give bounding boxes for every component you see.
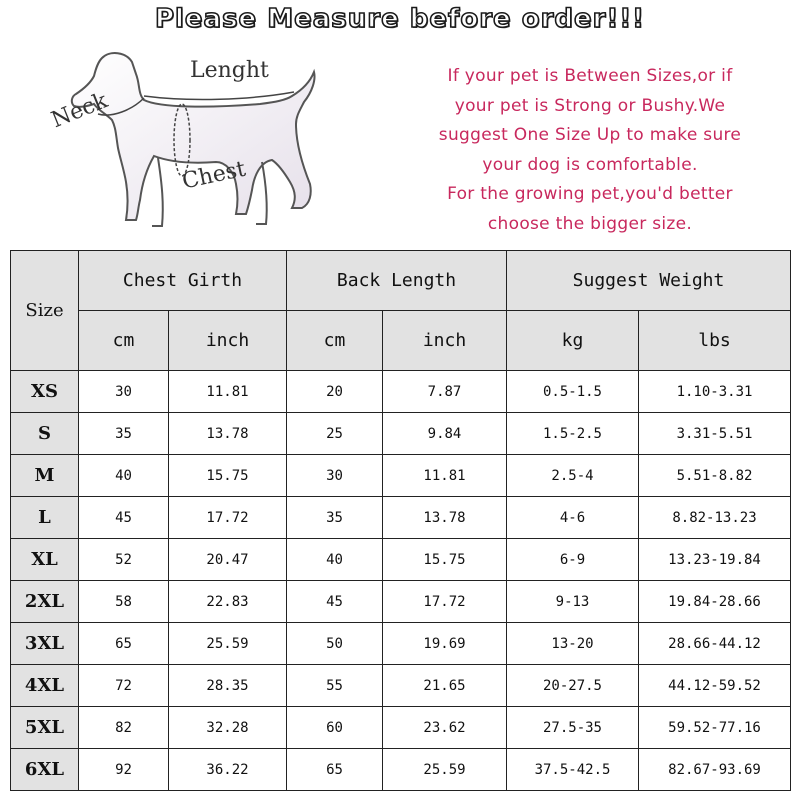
weight-lbs-cell: 59.52-77.16	[639, 707, 791, 749]
table-row	[11, 707, 791, 749]
dog-leg-back	[152, 158, 163, 226]
back-cm-cell: 50	[287, 623, 383, 665]
chest-cm-cell: 65	[79, 623, 169, 665]
table-row	[11, 455, 791, 497]
weight-lbs-cell: 3.31-5.51	[639, 413, 791, 455]
chest-inch-cell: 13.78	[169, 413, 287, 455]
size-cell: L	[11, 497, 79, 539]
chest-inch-cell: 32.28	[169, 707, 287, 749]
sizing-notice	[380, 62, 800, 239]
back-cm-cell: 40	[287, 539, 383, 581]
chest-label: Chest	[180, 156, 248, 195]
chest-inch-cell: 20.47	[169, 539, 287, 581]
unit-header: lbs	[639, 311, 791, 371]
chest-inch-cell: 25.59	[169, 623, 287, 665]
suggest-weight-header: Suggest Weight	[507, 251, 791, 311]
weight-lbs-cell: 28.66-44.12	[639, 623, 791, 665]
chest-inch-cell: 22.83	[169, 581, 287, 623]
back-inch-cell: 23.62	[383, 707, 507, 749]
back-cm-cell: 55	[287, 665, 383, 707]
chest-girth-header: Chest Girth	[79, 251, 287, 311]
chest-inch-cell: 36.22	[169, 749, 287, 791]
back-inch-cell: 17.72	[383, 581, 507, 623]
chest-inch-cell: 11.81	[169, 371, 287, 413]
table-row	[11, 581, 791, 623]
chest-cm-cell: 52	[79, 539, 169, 581]
neck-label: Neck	[48, 88, 112, 134]
table-row	[11, 665, 791, 707]
size-cell: S	[11, 413, 79, 455]
chest-cm-cell: 92	[79, 749, 169, 791]
notice-line: your pet is Strong or Bushy.We	[454, 95, 726, 116]
weight-kg-cell: 13-20	[507, 623, 639, 665]
unit-header: inch	[383, 311, 507, 371]
weight-kg-cell: 0.5-1.5	[507, 371, 639, 413]
back-cm-cell: 65	[287, 749, 383, 791]
chest-inch-cell: 17.72	[169, 497, 287, 539]
chest-cm-cell: 58	[79, 581, 169, 623]
back-inch-cell: 9.84	[383, 413, 507, 455]
table-row	[11, 497, 791, 539]
page-title: Please Measure before order!!!	[154, 4, 646, 34]
size-column-header: Size	[11, 251, 79, 371]
size-cell: 4XL	[11, 665, 79, 707]
chest-cm-cell: 35	[79, 413, 169, 455]
size-cell: 6XL	[11, 749, 79, 791]
unit-header: cm	[287, 311, 383, 371]
weight-kg-cell: 20-27.5	[507, 665, 639, 707]
notice-line: choose the bigger size.	[487, 213, 693, 234]
weight-lbs-cell: 5.51-8.82	[639, 455, 791, 497]
unit-header: cm	[79, 311, 169, 371]
size-cell: XS	[11, 371, 79, 413]
size-cell: 2XL	[11, 581, 79, 623]
table-row	[11, 623, 791, 665]
weight-kg-cell: 4-6	[507, 497, 639, 539]
weight-kg-cell: 1.5-2.5	[507, 413, 639, 455]
size-chart-table	[10, 250, 791, 791]
chest-inch-cell: 28.35	[169, 665, 287, 707]
notice-line: your dog is comfortable.	[482, 154, 698, 175]
back-inch-cell: 15.75	[383, 539, 507, 581]
table-row	[11, 539, 791, 581]
size-cell: XL	[11, 539, 79, 581]
notice-line: suggest One Size Up to make sure	[438, 125, 742, 145]
notice-line: For the growing pet,you'd better	[447, 184, 733, 204]
size-cell: M	[11, 455, 79, 497]
back-cm-cell: 45	[287, 581, 383, 623]
back-cm-cell: 30	[287, 455, 383, 497]
back-inch-cell: 25.59	[383, 749, 507, 791]
weight-lbs-cell: 82.67-93.69	[639, 749, 791, 791]
back-inch-cell: 7.87	[383, 371, 507, 413]
back-inch-cell: 19.69	[383, 623, 507, 665]
back-cm-cell: 35	[287, 497, 383, 539]
table-row	[11, 749, 791, 791]
weight-lbs-cell: 1.10-3.31	[639, 371, 791, 413]
weight-lbs-cell: 44.12-59.52	[639, 665, 791, 707]
back-inch-cell: 21.65	[383, 665, 507, 707]
length-label: Lenght	[190, 58, 269, 83]
weight-lbs-cell: 13.23-19.84	[639, 539, 791, 581]
table-row	[11, 371, 791, 413]
chest-inch-cell: 15.75	[169, 455, 287, 497]
weight-kg-cell: 27.5-35	[507, 707, 639, 749]
chest-cm-cell: 72	[79, 665, 169, 707]
back-cm-cell: 60	[287, 707, 383, 749]
unit-header: kg	[507, 311, 639, 371]
size-cell: 5XL	[11, 707, 79, 749]
weight-lbs-cell: 8.82-13.23	[639, 497, 791, 539]
table-row	[11, 413, 791, 455]
weight-kg-cell: 37.5-42.5	[507, 749, 639, 791]
back-cm-cell: 25	[287, 413, 383, 455]
chest-cm-cell: 30	[79, 371, 169, 413]
weight-kg-cell: 9-13	[507, 581, 639, 623]
length-line	[144, 92, 294, 99]
weight-lbs-cell: 19.84-28.66	[639, 581, 791, 623]
chest-cm-cell: 82	[79, 707, 169, 749]
back-inch-cell: 11.81	[383, 455, 507, 497]
weight-kg-cell: 2.5-4	[507, 455, 639, 497]
back-inch-cell: 13.78	[383, 497, 507, 539]
chest-cm-cell: 40	[79, 455, 169, 497]
weight-kg-cell: 6-9	[507, 539, 639, 581]
back-cm-cell: 20	[287, 371, 383, 413]
notice-line: If your pet is Between Sizes,or if	[447, 66, 733, 86]
back-length-header: Back Length	[287, 251, 507, 311]
chest-cm-cell: 45	[79, 497, 169, 539]
unit-header: inch	[169, 311, 287, 371]
size-cell: 3XL	[11, 623, 79, 665]
